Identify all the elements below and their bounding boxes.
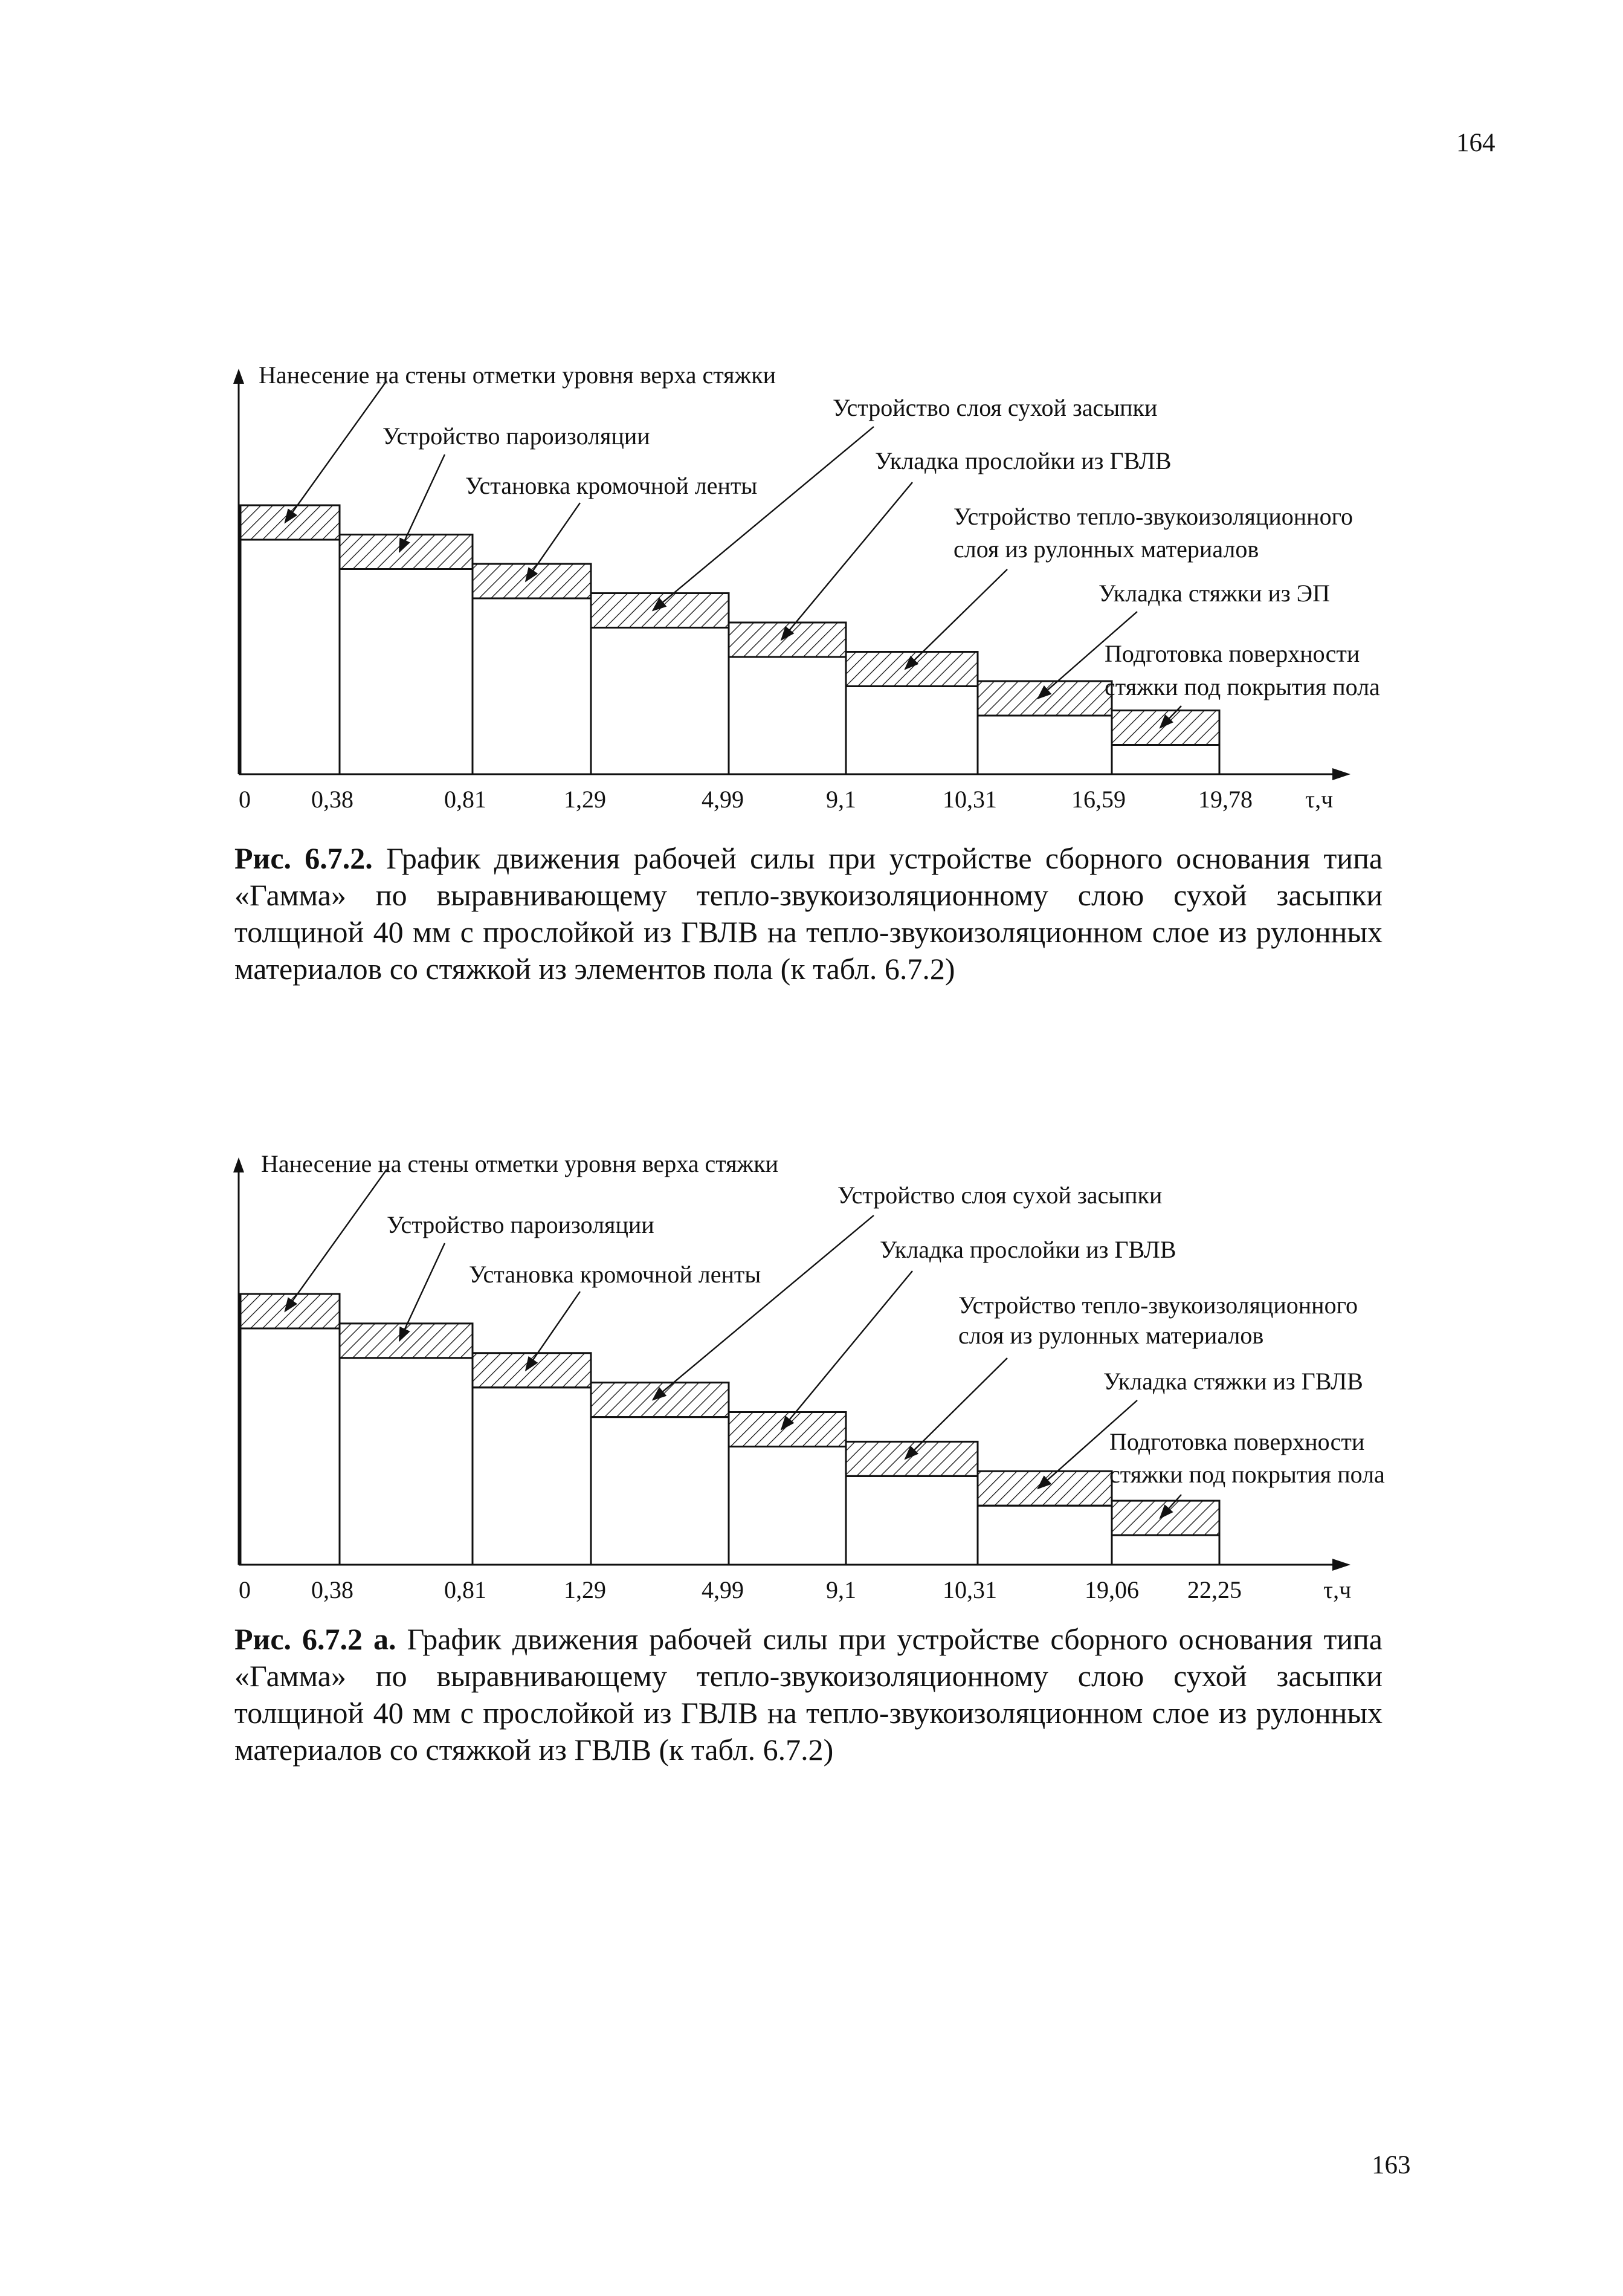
hatched-band-1	[240, 1294, 340, 1328]
caption-text: График движения рабочей силы при устройстве сборного основания типа «Гамма» по выравнивающему тепло-звукоизоляционному слою сухой засыпки толщиной 40 мм с прослойкой из ГВЛВ на тепло-звукоизоляционном слое из рулонных материалов со стяжкой из ГВЛВ (к табл. 6.7.2)	[234, 1622, 1383, 1767]
bar-4	[591, 1417, 729, 1565]
task-label: стяжки под покрытия пола	[1105, 673, 1380, 700]
bar-3	[473, 1388, 591, 1565]
hatched-band-6	[846, 1441, 978, 1476]
task-label: Подготовка поверхности	[1109, 1428, 1365, 1455]
task-label: Устройство слоя сухой засыпки	[837, 1182, 1163, 1209]
bar-2	[340, 1358, 473, 1565]
task-label: стяжки под покрытия пола	[1109, 1461, 1385, 1488]
task-label: Устройство пароизоляции	[387, 1211, 654, 1238]
x-tick-label: 0,38	[311, 1576, 353, 1603]
page-number-top: 164	[1456, 129, 1496, 157]
hatched-band-3	[473, 1353, 591, 1388]
x-axis-label: τ,ч	[1305, 786, 1334, 813]
hatched-band-4	[591, 1383, 729, 1417]
x-axis-label: τ,ч	[1323, 1576, 1352, 1603]
task-label: Устройство тепло-звукоизоляционного	[958, 1292, 1358, 1319]
x-axis-arrowhead	[1332, 1559, 1350, 1571]
x-tick-label: 4,99	[702, 1576, 744, 1603]
page-number-bottom: 163	[1372, 2151, 1411, 2179]
task-label: Укладка стяжки из ГВЛВ	[1103, 1368, 1363, 1395]
x-tick-label: 10,31	[943, 786, 997, 813]
x-tick-label: 0,81	[444, 1576, 486, 1603]
bar-7	[978, 1505, 1112, 1565]
task-label: Нанесение на стены отметки уровня верха стяжки	[259, 361, 776, 389]
task-label: Устройство слоя сухой засыпки	[833, 394, 1158, 421]
caption-label: Рис. 6.7.2.	[234, 841, 373, 875]
task-label: слоя из рулонных материалов	[958, 1322, 1264, 1349]
hatched-band-8	[1112, 1501, 1219, 1535]
y-axis-arrowhead	[233, 1157, 244, 1172]
task-label: слоя из рулонных материалов	[953, 535, 1259, 563]
x-tick-label: 0,38	[311, 786, 353, 813]
x-tick-label: 9,1	[826, 1576, 856, 1603]
task-label: Установка кромочной ленты	[465, 472, 758, 499]
x-tick-label: 0	[239, 1576, 251, 1603]
hatched-band-7	[978, 1471, 1112, 1505]
task-label: Устройство тепло-звукоизоляционного	[953, 503, 1353, 530]
bar-8	[1112, 1535, 1219, 1565]
task-label: Укладка стяжки из ЭП	[1099, 580, 1330, 607]
leader-arrow-1	[285, 1169, 387, 1311]
bar-6	[846, 1476, 978, 1565]
task-label: Устройство пароизоляции	[382, 422, 650, 450]
caption-label: Рис. 6.7.2 а.	[234, 1622, 396, 1656]
x-tick-label: 22,25	[1187, 1576, 1242, 1603]
bar-1	[240, 1328, 340, 1565]
task-label: Нанесение на стены отметки уровня верха стяжки	[261, 1150, 779, 1177]
hatched-band-2	[340, 1324, 473, 1358]
x-tick-label: 0,81	[444, 786, 486, 813]
x-tick-label: 4,99	[702, 786, 744, 813]
x-tick-label: 19,78	[1198, 786, 1253, 813]
x-tick-label: 1,29	[564, 1576, 606, 1603]
task-label: Укладка прослойки из ГВЛВ	[875, 447, 1172, 474]
x-tick-label: 9,1	[826, 786, 856, 813]
task-label: Подготовка поверхности	[1105, 640, 1360, 667]
caption-text: График движения рабочей силы при устройстве сборного основания типа «Гамма» по выравнивающему тепло-звукоизоляционному слою сухой засыпки толщиной 40 мм с прослойкой из ГВЛВ на тепло-звукоизоляционном слое из рулонных материалов со стяжкой из элементов пола (к табл. 6.7.2)	[234, 841, 1383, 986]
x-tick-label: 10,31	[943, 1576, 997, 1603]
task-label: Укладка прослойки из ГВЛВ	[880, 1236, 1176, 1263]
bar-5	[729, 1447, 846, 1565]
caption-fig-6-7-2a	[234, 1621, 1383, 1768]
x-tick-label: 19,06	[1085, 1576, 1139, 1603]
x-tick-label: 0	[239, 786, 251, 813]
x-tick-label: 16,59	[1071, 786, 1126, 813]
leader-arrow-4	[653, 1215, 874, 1400]
x-tick-label: 1,29	[564, 786, 606, 813]
hatched-band-5	[729, 1412, 846, 1447]
leader-arrow-5	[781, 1271, 912, 1429]
task-label: Установка кромочной ленты	[469, 1261, 761, 1288]
